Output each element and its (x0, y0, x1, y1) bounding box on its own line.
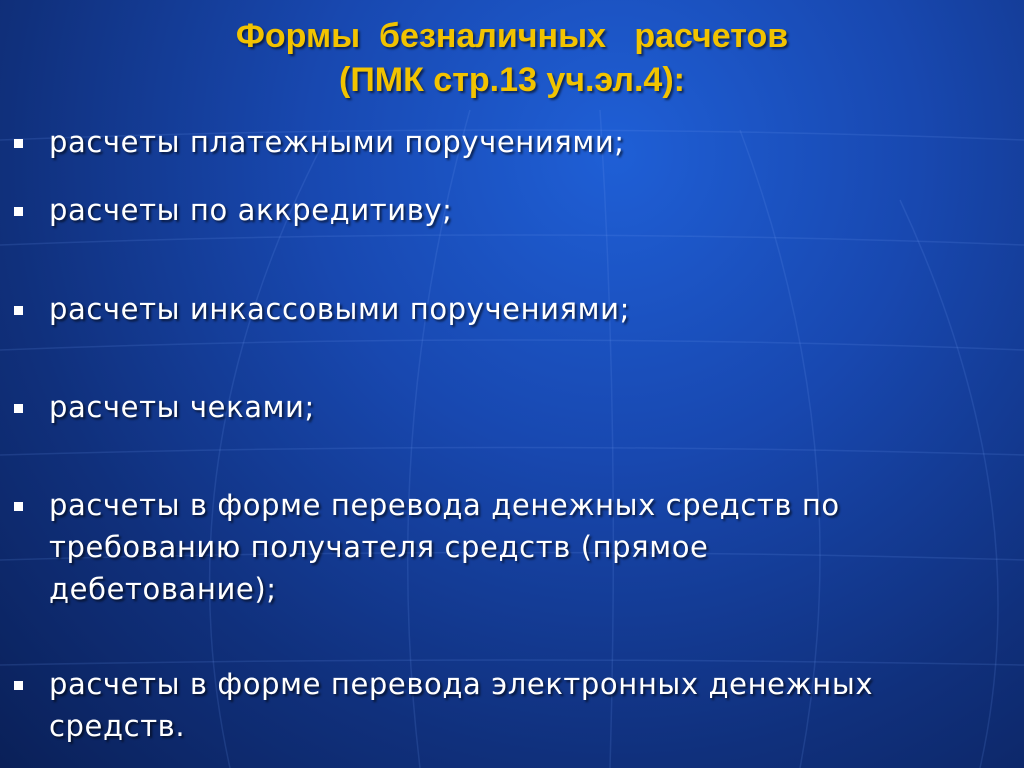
bullet-marker (14, 502, 23, 511)
list-item-text: расчеты в форме перевода электронных денежных средств. (49, 667, 874, 743)
list-item-text: расчеты по аккредитиву; (49, 193, 453, 227)
list-item-text: расчеты чеками; (49, 390, 315, 424)
bullet-marker (14, 139, 23, 148)
list-item-text: расчеты платежными поручениями; (49, 125, 625, 159)
slide-title (0, 14, 1024, 102)
bullet-marker (14, 306, 23, 315)
list-item-text: расчеты в форме перевода денежных средств по требованию получателя средств (прямое дебетование); (49, 488, 840, 606)
list-item-text: расчеты инкассовыми поручениями; (49, 292, 630, 326)
bullet-marker (14, 207, 23, 216)
title-line-2: (ПМК стр.13 уч.эл.4): (339, 61, 685, 99)
bullet-marker (14, 404, 23, 413)
title-line-1: Формы безналичных расчетов (235, 17, 789, 55)
bullet-marker (14, 681, 23, 690)
